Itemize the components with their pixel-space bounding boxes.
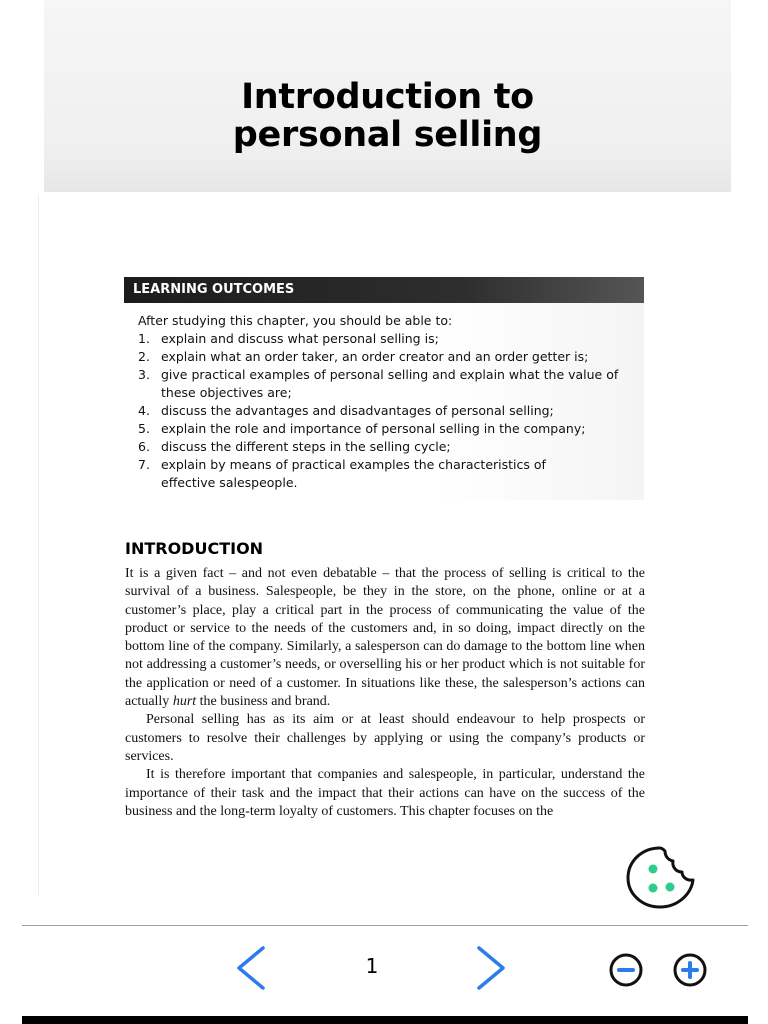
paragraph-3: It is therefore important that companies and salespeople, in particular, understand the importance of their task and the impact that their actions can have on the success of the business and the long-term loyalty of customers. This chapter focuses on the bbox=[125, 767, 645, 819]
list-item-number: 1. bbox=[138, 331, 150, 346]
cookie-icon bbox=[624, 845, 696, 909]
zoom-out-icon bbox=[608, 952, 644, 988]
list-item-text: discuss the different steps in the selling cycle; bbox=[161, 439, 451, 454]
list-item-number: 7. bbox=[138, 457, 150, 472]
page-edge bbox=[38, 195, 39, 895]
introduction-heading: INTRODUCTION bbox=[125, 539, 264, 558]
learning-outcomes-header: LEARNING OUTCOMES bbox=[124, 277, 644, 303]
bottom-bar bbox=[22, 1016, 748, 1024]
paragraph-2: Personal selling has as its aim or at least should endeavour to help prospects or customers to resolve their challenges by applying or using the company’s products or services. bbox=[125, 712, 645, 764]
chapter-title bbox=[44, 78, 731, 154]
list-item-number: 4. bbox=[138, 403, 150, 418]
list-item-text: explain what an order taker, an order creator and an order getter is; bbox=[161, 349, 589, 364]
list-item bbox=[138, 330, 638, 348]
zoom-in-button[interactable] bbox=[672, 952, 708, 988]
cookie-settings-button[interactable] bbox=[624, 845, 696, 909]
list-item-text: explain the role and importance of personal selling in the company; bbox=[161, 421, 586, 436]
list-item-text: explain by means of practical examples the characteristics of effective salespeople. bbox=[161, 457, 546, 490]
list-item bbox=[138, 420, 638, 438]
list-item-number: 3. bbox=[138, 367, 150, 382]
chevron-left-icon bbox=[232, 944, 268, 992]
chapter-title-line2: personal selling bbox=[232, 115, 543, 155]
paragraph-1-emphasis: hurt bbox=[172, 694, 197, 710]
list-item-text: give practical examples of personal selling and explain what the value of these objectives are; bbox=[161, 367, 619, 400]
toolbar-divider bbox=[22, 925, 748, 926]
previous-page-button[interactable] bbox=[232, 944, 268, 992]
paragraph-1 bbox=[125, 565, 645, 711]
introduction-body bbox=[125, 565, 645, 821]
learning-outcomes-intro: After studying this chapter, you should be able to: bbox=[138, 313, 453, 328]
list-item bbox=[138, 402, 638, 420]
list-item-text: explain and discuss what personal selling is; bbox=[161, 331, 439, 346]
list-item-number: 5. bbox=[138, 421, 150, 436]
list-item-text: discuss the advantages and disadvantages of personal selling; bbox=[161, 403, 554, 418]
list-item-number: 2. bbox=[138, 349, 150, 364]
list-item-number: 6. bbox=[138, 439, 150, 454]
list-item bbox=[138, 348, 638, 366]
paragraph-1-part2: the business and brand. bbox=[196, 694, 331, 710]
list-item bbox=[138, 438, 638, 456]
zoom-out-button[interactable] bbox=[608, 952, 644, 988]
chevron-right-icon bbox=[474, 944, 510, 992]
zoom-in-icon bbox=[672, 952, 708, 988]
list-item bbox=[138, 366, 628, 402]
next-page-button[interactable] bbox=[474, 944, 510, 992]
chapter-title-line1: Introduction to bbox=[241, 77, 534, 117]
page-number: 1 bbox=[365, 954, 379, 978]
list-item bbox=[138, 456, 578, 492]
paragraph-1-part1: It is a given fact – and not even debatable – that the process of selling is critical to the survival of a business. Salespeople, be they in the store, on the phone, online or at a customer’s place, play a critical part in the process of communicating the value of the product or service to the needs of the customers and, in so doing, impact directly on the bottom line of the company. Similarly, a salesperson can do damage to the bottom line when not addressing a customer’s needs, or overselling his or her product which is not suitable for the application or need of a customer. In situations like these, the salesperson’s actions can actually bbox=[125, 566, 645, 710]
